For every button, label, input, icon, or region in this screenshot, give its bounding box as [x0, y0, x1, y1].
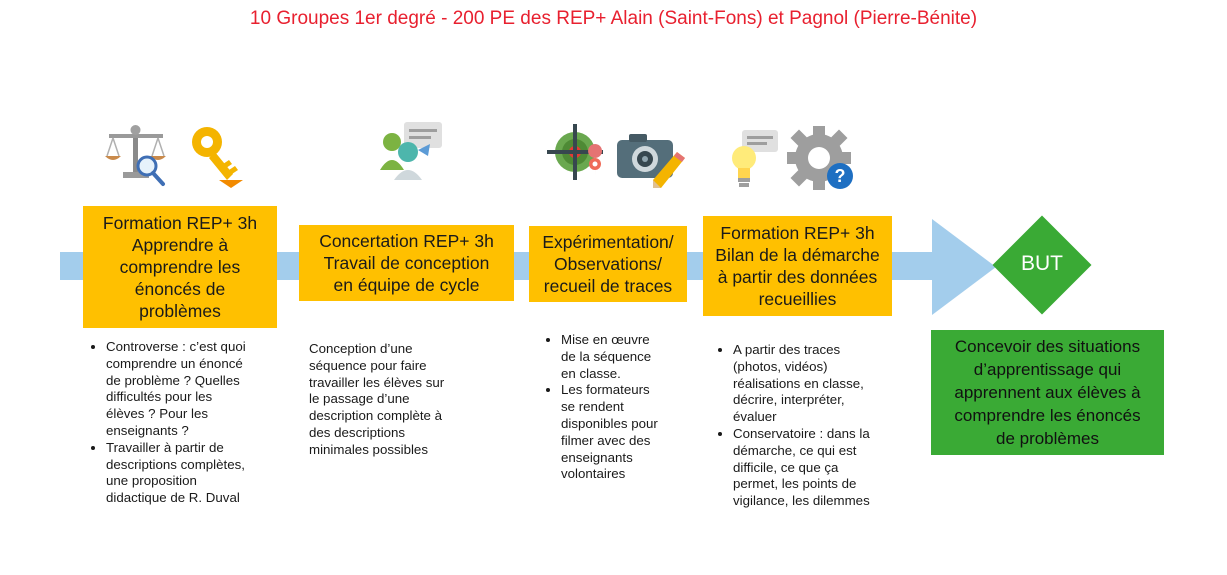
detail-line: de la séquence [561, 348, 652, 364]
detail-line: le passage d’une [309, 391, 410, 407]
detail-line: évaluer [733, 409, 777, 425]
detail-line: minimales possibles [309, 441, 428, 457]
step-2-line: en équipe de cycle [333, 275, 480, 295]
detail-line: • Conservatoire : dans la [733, 425, 870, 441]
step-4-line: Formation REP+ 3h [720, 223, 875, 243]
detail-line: (photos, vidéos) [733, 358, 828, 374]
step-3-box [529, 226, 687, 302]
step-1-line: comprendre les [119, 257, 241, 277]
detail-line: • A partir des traces [733, 342, 841, 357]
step-4-details [711, 342, 911, 510]
detail-line: Conception d’une [309, 341, 413, 356]
list-item [733, 426, 911, 510]
detail-line: enseignants [561, 449, 633, 465]
detail-line: séquence pour faire [309, 357, 427, 373]
detail-line: • Mise en œuvre [561, 332, 650, 347]
step-2-line: Concertation REP+ 3h [319, 231, 494, 251]
step-4-box [703, 216, 892, 316]
step-2-line: Travail de conception [323, 253, 490, 273]
step-3-line: Expérimentation/ [542, 232, 674, 252]
detail-line: en classe. [561, 365, 621, 381]
detail-line: travailler les élèves sur [309, 374, 445, 390]
step-3-line: recueil de traces [543, 276, 673, 296]
detail-line: des descriptions [309, 424, 406, 440]
detail-line: • Travailler à partir de [106, 439, 224, 455]
step-1-line: énoncés de [134, 279, 226, 299]
list-item [106, 440, 284, 507]
step-1-line: problèmes [139, 301, 221, 321]
detail-line: didactique de R. Duval [106, 490, 240, 506]
detail-line: une proposition [106, 473, 197, 489]
detail-line: comprendre un énoncé [106, 355, 243, 371]
detail-line: enseignants ? [106, 422, 189, 438]
goal-line: comprendre les énoncés [954, 406, 1141, 425]
detail-line: démarche, ce qui est [733, 442, 857, 458]
list-item [733, 342, 911, 426]
detail-line: décrire, interpréter, [733, 392, 845, 408]
list-item [561, 332, 709, 382]
but-label: BUT [1021, 252, 1063, 275]
goal-line: apprennent aux élèves à [954, 383, 1141, 402]
detail-line: description complète à [309, 408, 443, 424]
goal-line: Concevoir des situations [954, 337, 1141, 356]
list-item [561, 382, 709, 483]
detail-line: permet, les points de [733, 476, 857, 492]
detail-line: • Les formateurs [561, 382, 650, 398]
detail-line: filmer avec des [561, 432, 651, 448]
step-1-details [84, 339, 284, 507]
detail-line: réalisations en classe, [733, 375, 864, 391]
goal-line: de problèmes [995, 429, 1099, 448]
svg-text:?: ? [834, 166, 846, 186]
page-title: 10 Groupes 1er degré - 200 PE des REP+ Alain (Saint-Fons) et Pagnol (Pierre-Bénite) [249, 8, 978, 29]
detail-line: difficultés pour les [106, 389, 213, 405]
detail-line: se rendent [561, 399, 624, 415]
detail-line: vigilance, les dilemmes [733, 493, 870, 509]
timeline-arrowhead [932, 219, 996, 315]
balance-scale-icon [103, 122, 171, 188]
detail-line: disponibles pour [561, 415, 658, 431]
detail-line: difficile, ce que ça [733, 459, 839, 475]
target-location-icon [547, 124, 609, 184]
step-3-details [539, 332, 709, 483]
goal-line: d’apprentissage qui [973, 360, 1122, 379]
lightbulb-idea-icon [730, 128, 782, 190]
goal-box [931, 330, 1164, 455]
step-1-line: Apprendre à [131, 235, 229, 255]
list-item [106, 339, 284, 440]
detail-line: de problème ? Quelles [106, 372, 240, 388]
step-4-line: recueillies [758, 289, 837, 309]
team-discussion-icon [378, 120, 446, 182]
camera-pencil-icon [615, 130, 687, 190]
step-4-line: à partir des données [717, 267, 878, 287]
key-icon [189, 124, 247, 188]
step-2-details [309, 341, 509, 459]
detail-line: élèves ? Pour les [106, 406, 208, 422]
step-4-line: Bilan de la démarche [715, 245, 880, 265]
detail-line: volontaires [561, 466, 626, 482]
step-3-line: Observations/ [554, 254, 662, 274]
step-1-line: Formation REP+ 3h [102, 213, 258, 233]
step-2-box [299, 225, 514, 301]
detail-line: descriptions complètes, [106, 456, 245, 472]
step-1-box [83, 206, 277, 328]
gear-question-icon [785, 124, 857, 192]
detail-line: • Controverse : c’est quoi [106, 339, 246, 354]
